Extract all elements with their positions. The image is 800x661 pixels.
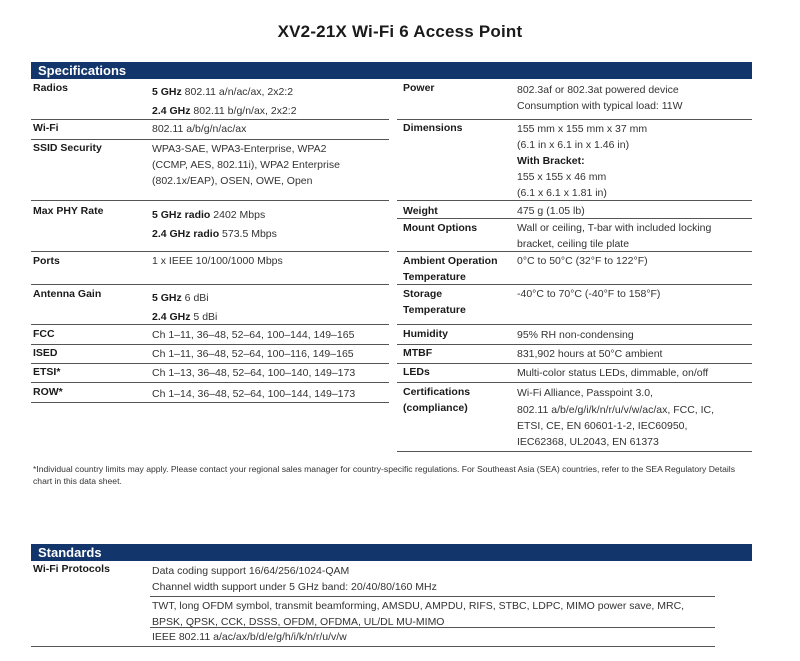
spec-value-text: 0°C to 50°C (32°F to 122°F) bbox=[517, 255, 648, 267]
spec-value-text: IEC62368, UL2043, EN 61373 bbox=[517, 436, 659, 448]
spec-label: Ambient Operation bbox=[403, 255, 498, 267]
spec-label: Storage bbox=[403, 288, 443, 300]
spec-value-text: 475 g (1.05 lb) bbox=[517, 205, 585, 217]
spec-label: ISED bbox=[33, 347, 58, 359]
row-divider bbox=[31, 382, 389, 383]
standards-value: Data coding support 16/64/256/1024-QAM bbox=[152, 565, 350, 577]
spec-value-text: 802.11 a/n/ac/ax, 2x2:2 bbox=[181, 86, 294, 98]
spec-value-text: 2402 Mbps bbox=[210, 209, 266, 221]
standards-value: TWT, long OFDM symbol, transmit beamforming, AMSDU, AMPDU, RIFS, STBC, LDPC, MIMO power save, MRC, bbox=[152, 600, 685, 612]
spec-value-text: ETSI, CE, EN 60601-1-2, IEC60950, bbox=[517, 420, 688, 432]
document-title: XV2-21X Wi-Fi 6 Access Point bbox=[277, 22, 523, 41]
spec-value-band: 2.4 GHz bbox=[152, 105, 191, 117]
spec-label: Humidity bbox=[403, 328, 448, 340]
spec-label: Max PHY Rate bbox=[33, 205, 104, 217]
spec-value bbox=[517, 236, 629, 252]
spec-value-text: 802.3af or 802.3at powered device bbox=[517, 84, 679, 96]
row-divider bbox=[397, 251, 752, 252]
row-divider bbox=[397, 382, 752, 383]
spec-value-text: (6.1 x 6.1 x 1.81 in) bbox=[517, 187, 607, 199]
standards-value: Channel width support under 5 GHz band: 20/40/80/160 MHz bbox=[152, 581, 437, 593]
spec-value bbox=[152, 365, 355, 381]
spec-value bbox=[517, 418, 687, 434]
spec-value-text: Ch 1–11, 36–48, 52–64, 100–116, 149–165 bbox=[152, 348, 354, 360]
row-divider bbox=[31, 119, 389, 120]
row-divider bbox=[397, 363, 752, 364]
spec-value-band: With Bracket: bbox=[517, 155, 585, 167]
spec-value bbox=[517, 121, 647, 137]
spec-value-band: 5 GHz bbox=[152, 86, 182, 98]
spec-label: Radios bbox=[33, 82, 69, 94]
spec-value bbox=[517, 98, 683, 114]
spec-value bbox=[152, 103, 297, 119]
row-divider bbox=[397, 284, 752, 285]
spec-value-text: Ch 1–11, 36–48, 52–64, 100–144, 149–165 bbox=[152, 329, 355, 341]
spec-value bbox=[152, 253, 283, 269]
spec-value bbox=[152, 141, 326, 157]
spec-label: Mount Options bbox=[403, 222, 478, 234]
spec-label: ROW* bbox=[33, 386, 63, 398]
spec-value bbox=[152, 346, 354, 362]
spec-value-text: Consumption with typical load: 11W bbox=[517, 100, 683, 112]
spec-value-text: 802.11 a/b/g/n/ac/ax bbox=[152, 123, 247, 135]
spec-label: Temperature bbox=[403, 304, 466, 316]
spec-value bbox=[517, 286, 660, 302]
row-divider bbox=[397, 200, 752, 201]
standards-value: IEEE 802.11 a/ac/ax/b/d/e/g/h/i/k/n/r/u/v/w bbox=[152, 631, 347, 643]
spec-value-band: 2.4 GHz bbox=[152, 311, 191, 323]
row-divider bbox=[150, 627, 715, 628]
row-divider bbox=[31, 324, 389, 325]
spec-label: MTBF bbox=[403, 347, 433, 359]
spec-value bbox=[152, 121, 246, 137]
spec-value bbox=[152, 173, 312, 189]
spec-value bbox=[152, 386, 355, 402]
spec-value-band: 2.4 GHz radio bbox=[152, 228, 220, 240]
spec-value-text: 5 dBi bbox=[190, 311, 218, 323]
spec-value-text: Wi-Fi Alliance, Passpoint 3.0, bbox=[517, 387, 653, 399]
row-divider bbox=[397, 451, 752, 452]
spec-value bbox=[517, 402, 714, 418]
spec-value bbox=[517, 169, 606, 185]
spec-value-text: bracket, ceiling tile plate bbox=[517, 238, 630, 250]
spec-value bbox=[517, 185, 607, 201]
spec-value-text: 831,902 hours at 50°C ambient bbox=[517, 348, 663, 360]
row-divider bbox=[31, 363, 389, 364]
row-divider bbox=[31, 402, 389, 403]
spec-value-text: 6 dBi bbox=[181, 292, 209, 304]
spec-value-text: 802.11 b/g/n/ax, 2x2:2 bbox=[190, 105, 297, 117]
row-divider bbox=[31, 251, 389, 252]
row-divider bbox=[397, 344, 752, 345]
spec-value bbox=[517, 137, 629, 153]
spec-label: LEDs bbox=[403, 366, 430, 378]
spec-value bbox=[152, 309, 217, 325]
row-divider bbox=[31, 344, 389, 345]
row-divider bbox=[150, 646, 715, 647]
spec-label: Certifications bbox=[403, 386, 471, 398]
standards-heading: Standards bbox=[38, 545, 102, 560]
standards-header-bar bbox=[31, 544, 752, 561]
spec-value bbox=[517, 327, 634, 343]
spec-value bbox=[152, 157, 340, 173]
spec-label: (compliance) bbox=[403, 402, 468, 414]
spec-value-text: Wall or ceiling, T-bar with included locking bbox=[517, 222, 712, 234]
spec-value-text: 802.11 a/b/e/g/i/k/n/r/u/v/w/ac/ax, FCC, IC, bbox=[517, 404, 715, 416]
spec-value bbox=[517, 203, 585, 219]
spec-label: Weight bbox=[403, 205, 438, 217]
spec-label: Antenna Gain bbox=[33, 288, 102, 300]
spec-label: Temperature bbox=[403, 271, 466, 283]
spec-value-text: 155 x 155 x 46 mm bbox=[517, 171, 607, 183]
spec-label: FCC bbox=[33, 328, 55, 340]
row-divider bbox=[397, 324, 752, 325]
row-divider bbox=[150, 596, 715, 597]
spec-value-text: 95% RH non-condensing bbox=[517, 329, 634, 341]
spec-label: Wi-Fi bbox=[33, 122, 59, 134]
row-divider bbox=[31, 284, 389, 285]
spec-label: ETSI* bbox=[33, 366, 61, 378]
specifications-header-bar bbox=[31, 62, 752, 79]
spec-value bbox=[517, 253, 648, 269]
spec-value bbox=[517, 346, 662, 362]
spec-value-text: (CCMP, AES, 802.11i), WPA2 Enterprise bbox=[152, 159, 340, 171]
row-divider bbox=[31, 200, 389, 201]
spec-value-text: 573.5 Mbps bbox=[219, 228, 277, 240]
spec-value bbox=[517, 434, 659, 450]
standards-value: BPSK, QPSK, CCK, DSSS, OFDM, OFDMA, UL/DL MU-MIMO bbox=[152, 616, 445, 628]
spec-value-text: 1 x IEEE 10/100/1000 Mbps bbox=[152, 255, 283, 267]
spec-value bbox=[517, 82, 679, 98]
spec-value-text: WPA3-SAE, WPA3-Enterprise, WPA2 bbox=[152, 143, 327, 155]
spec-label: SSID Security bbox=[33, 142, 102, 154]
spec-label: Ports bbox=[33, 255, 60, 267]
spec-value-text: (6.1 in x 6.1 in x 1.46 in) bbox=[517, 139, 630, 151]
spec-value bbox=[517, 365, 708, 381]
spec-value-text: (802.1x/EAP), OSEN, OWE, Open bbox=[152, 175, 313, 187]
spec-value bbox=[517, 220, 711, 236]
footnote: *Individual country limits may apply. Please contact your regional sales manager for country-specific regulations. For Southeast Asia (SEA) countries, refer to the SEA Regulatory Details chart in this data sheet. bbox=[33, 464, 735, 486]
spec-value-text: Ch 1–14, 36–48, 52–64, 100–144, 149–173 bbox=[152, 388, 356, 400]
spec-value bbox=[152, 226, 277, 242]
spec-value bbox=[517, 385, 653, 401]
row-divider bbox=[31, 646, 151, 647]
spec-value-band: 5 GHz radio bbox=[152, 209, 211, 221]
spec-value-band: 5 GHz bbox=[152, 292, 182, 304]
spec-value bbox=[152, 327, 354, 343]
spec-value bbox=[152, 84, 293, 100]
standards-label: Wi-Fi Protocols bbox=[33, 563, 110, 575]
specifications-heading: Specifications bbox=[38, 63, 127, 78]
row-divider bbox=[397, 218, 752, 219]
spec-value bbox=[152, 207, 265, 223]
spec-label: Dimensions bbox=[403, 122, 463, 134]
spec-value-text: 155 mm x 155 mm x 37 mm bbox=[517, 123, 648, 135]
spec-value-text: Ch 1–13, 36–48, 52–64, 100–140, 149–173 bbox=[152, 367, 356, 379]
spec-value-text: Multi-color status LEDs, dimmable, on/off bbox=[517, 367, 709, 379]
spec-label: Power bbox=[403, 82, 435, 94]
spec-value bbox=[517, 153, 585, 169]
spec-value bbox=[152, 290, 209, 306]
spec-value-text: -40°C to 70°C (-40°F to 158°F) bbox=[517, 288, 661, 300]
